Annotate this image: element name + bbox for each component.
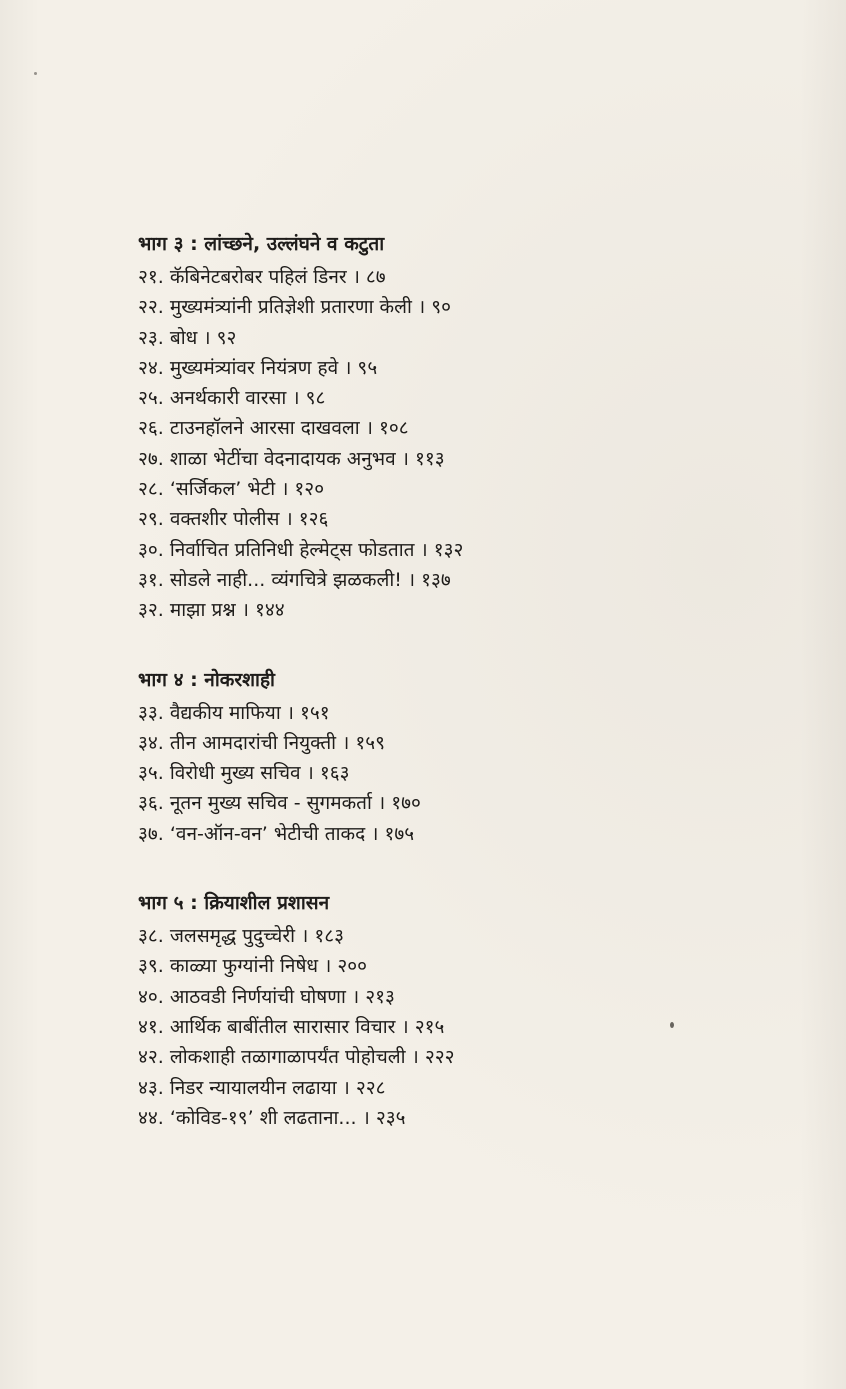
toc-entry: ३५. विरोधी मुख्य सचिव । १६३: [138, 762, 350, 785]
toc-entry: ३०. निर्वाचित प्रतिनिधी हेल्मेट्स फोडतात । १३२: [138, 538, 464, 561]
toc-entry: ३१. सोडले नाही... व्यंगचित्रे झळकली! । १३७: [138, 568, 451, 591]
toc-entry: ३८. जलसमृद्ध पुदुच्चेरी । १८३: [138, 925, 344, 948]
toc-entry: २३. बोध । ९२: [138, 326, 237, 349]
paper-speck: [670, 1022, 674, 1028]
toc-entry: २५. अनर्थकारी वारसा । ९८: [138, 387, 326, 410]
toc-entry: ३४. तीन आमदारांची नियुक्ती । १५९: [138, 731, 386, 754]
toc-section-part-3: [138, 226, 818, 626]
toc-entry: ३६. नूतन मुख्य सचिव - सुगमकर्ता । १७०: [138, 792, 421, 815]
toc-entry: ४२. लोकशाही तळागाळापर्यंत पोहोचली । २२२: [138, 1046, 455, 1069]
section-heading: भाग ४ : नोकरशाही: [138, 668, 275, 691]
table-of-contents: [138, 226, 818, 1169]
toc-entry: २२. मुख्यमंत्र्यांनी प्रतिज्ञेशी प्रतारणा केली । ९०: [138, 296, 451, 319]
toc-entry: २१. कॅबिनेटबरोबर पहिलं डिनर । ८७: [138, 266, 386, 288]
toc-entry: ३२. माझा प्रश्न । १४४: [138, 599, 285, 622]
toc-entry: ३७. ‘वन-ऑन-वन’ भेटीची ताकद । १७५: [138, 822, 415, 845]
toc-entry: ३९. काळ्या फुग्यांनी निषेध । २००: [138, 955, 368, 978]
paper-speck: [34, 72, 37, 75]
toc-entry: ४३. निडर न्यायालयीन लढाया । २२८: [138, 1076, 386, 1099]
toc-entry: २४. मुख्यमंत्र्यांवर नियंत्रण हवे । ९५: [138, 356, 378, 379]
toc-section-part-5: [138, 885, 818, 1133]
toc-entry: २८. ‘सर्जिकल’ भेटी । १२०: [138, 478, 325, 501]
toc-entry: ४०. आठवडी निर्णयांची घोषणा । २१३: [138, 985, 395, 1008]
toc-entry: ३३. वैद्यकीय माफिया । १५१: [138, 701, 330, 724]
section-heading: भाग ५ : क्रियाशील प्रशासन: [138, 892, 330, 915]
section-heading: भाग ३ : लांच्छने, उल्लंघने व कटुता: [138, 233, 385, 255]
toc-entry: ४१. आर्थिक बाबींतील सारासार विचार । २१५: [138, 1015, 445, 1038]
toc-entry: २६. टाउनहॉलने आरसा दाखवला । १०८: [138, 417, 409, 440]
toc-section-part-4: [138, 662, 818, 849]
toc-entry: २९. वक्तशीर पोलीस । १२६: [138, 508, 329, 531]
toc-entry: ४४. ‘कोविड-१९’ शी लढताना... । २३५: [138, 1106, 406, 1129]
toc-entry: २७. शाळा भेटींचा वेदनादायक अनुभव । ११३: [138, 447, 445, 470]
